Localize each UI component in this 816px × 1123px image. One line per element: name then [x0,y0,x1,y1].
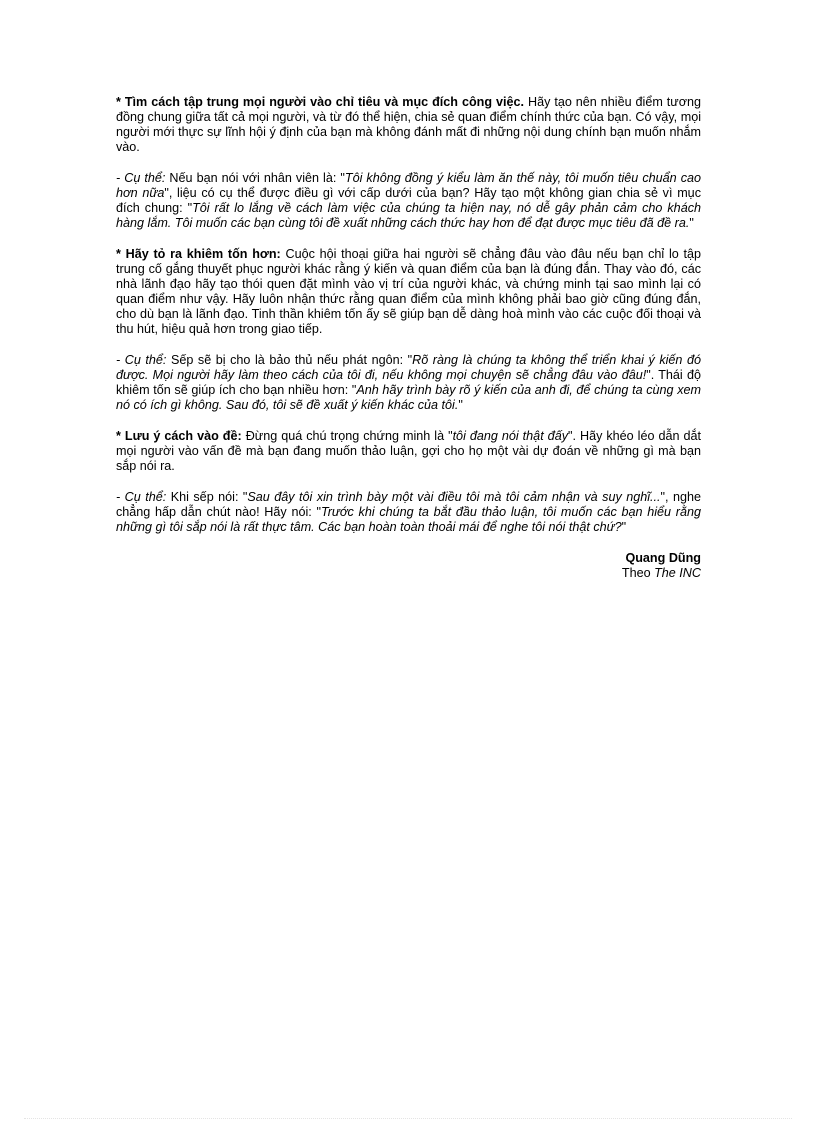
example-focus-goals: - Cụ thể: Nếu bạn nói với nhân viên là: "Tôi không đồng ý kiểu làm ăn thế này, tôi muốn tiêu chuẩn cao hơn nữa", liệu có cụ thể được điều gì với cấp dưới của bạn? Hãy tạo một không gian chia sẻ vì mục đích chung: "Tôi rất lo lắng về cách làm việc của chúng ta hiện nay, nó dễ gây phản cảm cho khách hàng lắm. Tôi muốn các bạn cùng tôi đề xuất những cách thức hay hơn để đạt được mục tiêu đã đề ra." [116,171,702,230]
section-body: Cuộc hội thoại giữa hai người sẽ chẳng đâu vào đâu nếu bạn chỉ lo tập trung cố gắng thuyết phục người khác rằng ý kiến và quan điểm của bạn là đúng đắn. Thay vào đó, các nhà lãnh đạo hãy tạo thói quen đặt mình vào vị trí của người khác, và chứng minh tại sao mình lại có quan điểm như vậy. Hãy luôn nhận thức rằng quan điểm của mình không phải bao giờ cũng đúng đắn, cho dù bạn là lãnh đạo. Tinh thần khiêm tốn ấy sẽ giúp bạn dễ dàng hoà mình vào các cuộc đối thoại và thu hút, hiệu quả hơn trong giao tiếp. [116,247,701,336]
section-introduction: * Lưu ý cách vào đề: Đừng quá chú trọng chứng minh là "tôi đang nói thật đấy". Hãy khéo léo dẫn dắt mọi người vào vấn đề mà bạn đang muốn thảo luận, gợi cho họ một vài dự đoán về những gì mà bạn sắp nói ra. [116,429,701,473]
source-name: The INC [654,566,701,580]
section-heading: * Lưu ý cách vào đề: [116,429,242,443]
section-humble [116,247,701,337]
source-line: Theo The INC [621,566,701,580]
signature [116,551,701,581]
example-quote: Tôi không đồng ý kiểu làm ăn thế này, tôi muốn tiêu chuẩn cao hơn nữa [116,171,702,200]
example-label: - Cụ thể: [116,490,167,504]
section-heading: * Hãy tỏ ra khiêm tốn hơn: [116,247,281,261]
page-bottom-border [24,1118,792,1119]
inline-quote: tôi đang nói thật đấy [452,429,568,443]
example-quote: Trước khi chúng ta bắt đầu thảo luận, tôi muốn các bạn hiểu rằng những gì tôi sắp nói là rất thực tâm. Các bạn hoàn toàn thoải mái để nghe tôi nói thật chứ? [116,505,701,534]
example-quote: Rõ ràng là chúng ta không thể triển khai ý kiến đó được. Mọi người hãy làm theo cách của tôi đi, nếu không mọi chuyện sẽ chẳng đâu vào đâu! [116,353,701,382]
example-quote: Sau đây tôi xin trình bày một vài điều tôi mà tôi cảm nhận và suy nghĩ... [247,490,661,504]
section-focus-goals [116,95,701,155]
author-name: Quang Dũng [625,551,701,565]
section-heading: * Tìm cách tập trung mọi người vào chỉ tiêu và mục đích công việc. [116,95,525,109]
example-quote: Tôi rất lo lắng về cách làm việc của chúng ta hiện nay, nó dễ gây phản cảm cho khách hàng lắm. Tôi muốn các bạn cùng tôi đề xuất những cách thức hay hơn để đạt được mục tiêu đã đề ra. [116,201,701,230]
example-introduction: - Cụ thể: Khi sếp nói: "Sau đây tôi xin trình bày một vài điều tôi mà tôi cảm nhận và suy nghĩ...", nghe chẳng hấp dẫn chút nào! Hãy nói: "Trước khi chúng ta bắt đầu thảo luận, tôi muốn các bạn hiểu rằng những gì tôi sắp nói là rất thực tâm. Các bạn hoàn toàn thoải mái để nghe tôi nói thật chứ?" [116,490,701,534]
example-label: - Cụ thể: [116,353,167,367]
example-quote: Anh hãy trình bày rõ ý kiến của anh đi, để chúng ta cùng xem nó có ích gì không. Sau đó, tôi sẽ đề xuất ý kiến khác của tôi. [116,383,702,412]
section-body: Hãy tạo nên nhiều điểm tương đồng chung giữa tất cả mọi người, và từ đó thể hiện, chia sẻ quan điểm chính thức của bạn. Có vậy, mọi người mới thực sự lĩnh hội ý định của bạn mà không đánh mất đi những nội dung chính bạn muốn nhắm vào. [116,95,701,154]
example-label: - Cụ thể: [116,171,166,185]
example-humble: - Cụ thể: Sếp sẽ bị cho là bảo thủ nếu phát ngôn: "Rõ ràng là chúng ta không thể triển khai ý kiến đó được. Mọi người hãy làm theo cách của tôi đi, nếu không mọi chuyện sẽ chẳng đâu vào đâu!". Thái độ khiêm tốn sẽ giúp ích cho bạn nhiều hơn: "Anh hãy trình bày rõ ý kiến của anh đi, để chúng ta cùng xem nó có ích gì không. Sau đó, tôi sẽ đề xuất ý kiến khác của tôi." [116,353,702,412]
article-page [116,95,701,581]
